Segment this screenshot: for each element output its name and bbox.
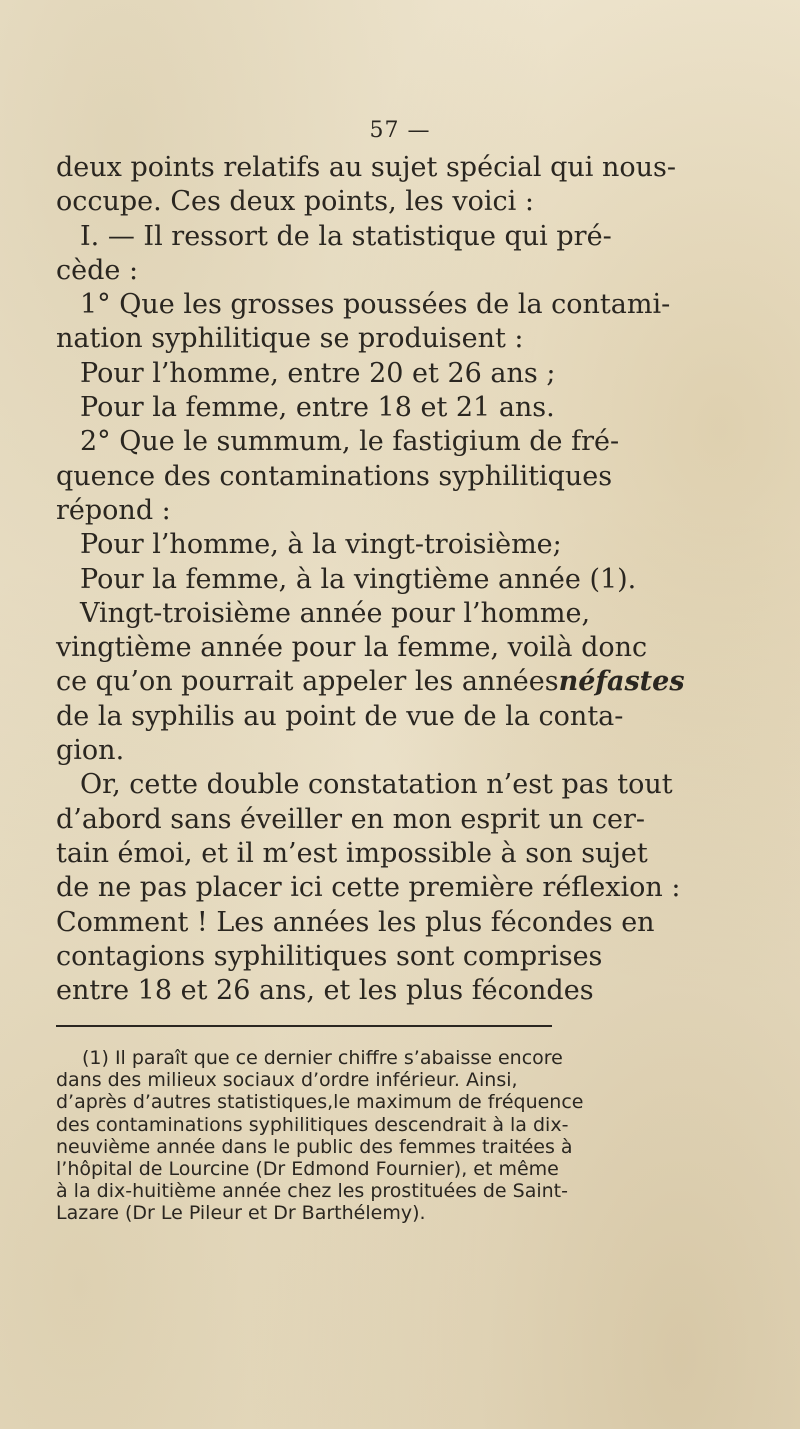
text-line: contagions syphilitiques sont comprises xyxy=(56,940,603,972)
footnote-line: (1) Il paraît que ce dernier chiffre s’abaisse encore xyxy=(82,1047,563,1069)
emphasis-word: néfastes xyxy=(558,666,685,698)
footnote xyxy=(56,1047,584,1225)
text-line: quence des contaminations syphilitiques xyxy=(56,460,613,492)
text-line: tain émoi, et il m’est impossible à son sujet xyxy=(56,837,648,869)
text-line: Pour la femme, entre 18 et 21 ans. xyxy=(80,392,555,424)
text-line: I. — Il ressort de la statistique qui pré- xyxy=(80,220,612,252)
footnote-divider xyxy=(56,1025,552,1027)
text-line: 2° Que le summum, le fastigium de fré- xyxy=(80,426,620,458)
text-line: d’abord sans éveiller en mon esprit un cer- xyxy=(56,803,646,835)
text-segment: ce qu’on pourrait appeler les années xyxy=(56,666,559,698)
text-line: deux points relatifs au sujet spécial qui nous- xyxy=(56,152,677,183)
text-line: de ne pas placer ici cette première réflexion : xyxy=(56,872,681,904)
text-line: Pour la femme, à la vingtième année (1). xyxy=(80,563,637,595)
text-line: Or, cette double constatation n’est pas tout xyxy=(80,769,673,801)
text-line: Comment ! Les années les plus fécondes en xyxy=(56,906,655,938)
text-line: Pour l’homme, entre 20 et 26 ans ; xyxy=(80,357,556,389)
footnote-line: à la dix-huitième année chez les prostituées de Saint- xyxy=(56,1180,568,1203)
text-line: Pour l’homme, à la vingt-troisième; xyxy=(80,529,562,561)
text-line: Vingt-troisième année pour l’homme, xyxy=(80,597,591,629)
text-line: de la syphilis au point de vue de la conta- xyxy=(56,700,624,732)
footnote-line: dans des milieux sociaux d’ordre inférieur. Ainsi, xyxy=(56,1069,518,1092)
footnote-line: l’hôpital de Lourcine (Dr Edmond Fournier), et même xyxy=(56,1157,559,1180)
footnote-line: d’après d’autres statistiques,le maximum de fréquence xyxy=(56,1091,584,1114)
text-line: répond : xyxy=(56,494,171,526)
text-line xyxy=(56,665,685,699)
footnote-line: des contaminations syphilitiques descendrait à la dix- xyxy=(56,1113,569,1136)
page-number: 57 — xyxy=(369,118,431,143)
text-line: entre 18 et 26 ans, et les plus fécondes xyxy=(56,975,594,1007)
footnote-line: Lazare (Dr Le Pileur et Dr Barthélemy). xyxy=(56,1202,426,1225)
text-line: occupe. Ces deux points, les voici : xyxy=(56,186,534,218)
footnote-line: neuvième année dans le public des femmes traitées à xyxy=(56,1135,573,1158)
text-line: vingtième année pour la femme, voilà donc xyxy=(56,632,648,664)
text-line: 1° Que les grosses poussées de la contami- xyxy=(80,289,671,321)
text-line: gion. xyxy=(56,735,125,767)
text-line: nation syphilitique se produisent : xyxy=(56,323,524,355)
text-line: cède : xyxy=(56,254,139,286)
body-text xyxy=(56,151,685,1008)
